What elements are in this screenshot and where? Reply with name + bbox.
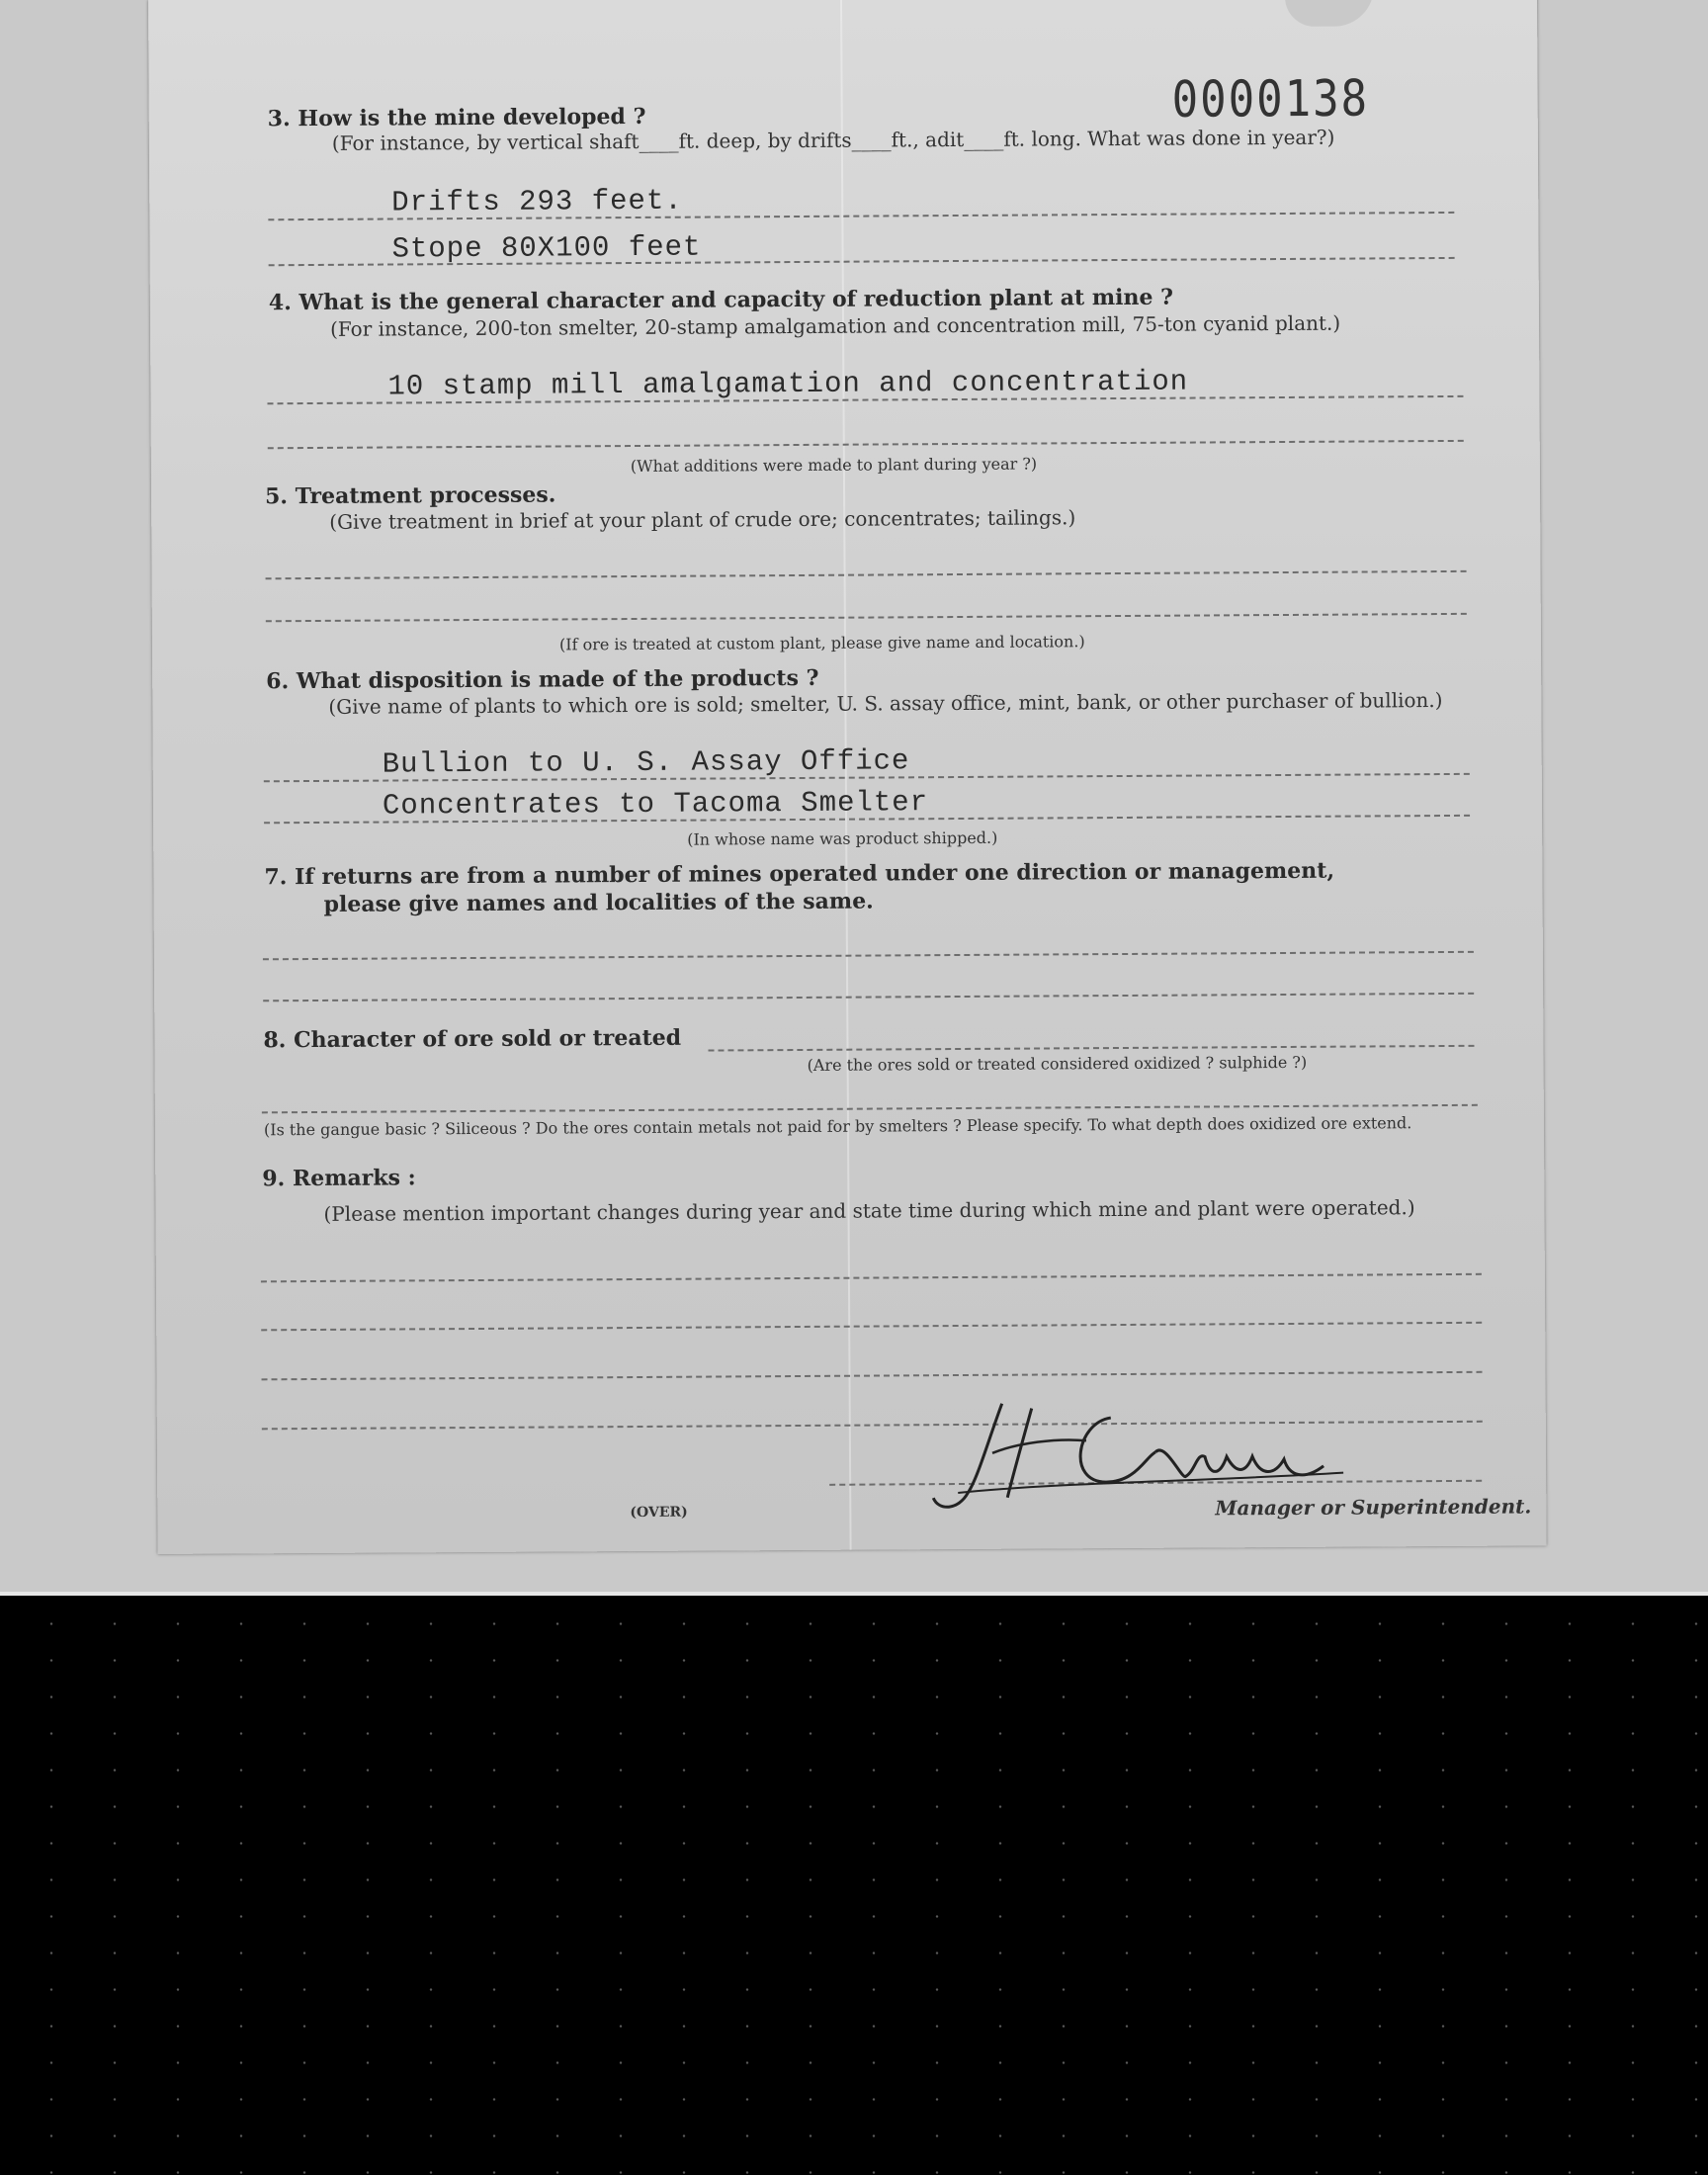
q5-heading: 5. Treatment processes. xyxy=(264,481,556,510)
q6-caption: (In whose name was product shipped.) xyxy=(687,827,998,849)
q5-answer-line-1 xyxy=(266,570,1467,579)
q3-note: (For instance, by vertical shaft____ft. deep, by drifts____ft., adit____ft. long. What was done in year?) xyxy=(331,125,1335,155)
q9-answer-line-1 xyxy=(261,1273,1482,1283)
q3-answer-2[interactable]: Stope 80X100 feet xyxy=(391,230,702,266)
q5-note: (Give treatment in brief at your plant of crude ore; concentrates; tailings.) xyxy=(329,505,1076,534)
q6-answer-1[interactable]: Bullion to U. S. Assay Office xyxy=(382,744,910,781)
q7-heading-line-2: please give names and localities of the same. xyxy=(323,888,874,917)
q4-note: (For instance, 200-ton smelter, 20-stamp amalgamation and concentration mill, 75-ton cyanid plant.) xyxy=(329,310,1341,341)
q3-heading: 3. How is the mine developed ? xyxy=(267,103,646,132)
q8-heading: 8. Character of ore sold or treated xyxy=(263,1024,682,1054)
torn-corner xyxy=(1285,0,1374,27)
q3-answer-1[interactable]: Drifts 293 feet. xyxy=(391,184,683,219)
q9-answer-line-2 xyxy=(261,1322,1482,1332)
q6-answer-2[interactable]: Concentrates to Tacoma Smelter xyxy=(382,786,929,823)
scanner-bed xyxy=(0,1596,1708,2175)
q7-answer-line-2 xyxy=(263,993,1474,1001)
q4-answer-line-2 xyxy=(268,440,1464,449)
q4-caption: (What additions were made to plant during year ?) xyxy=(630,454,1038,477)
q6-note: (Give name of plants to which ore is sold; smelter, U. S. assay office, mint, bank, or other purchaser of bullion.) xyxy=(328,688,1443,719)
q6-heading: 6. What disposition is made of the products ? xyxy=(266,664,819,695)
q9-answer-line-3 xyxy=(262,1371,1483,1381)
q4-answer[interactable]: 10 stamp mill amalgamation and concentration xyxy=(387,365,1189,403)
serial-number: 0000138 xyxy=(1171,69,1370,130)
q8-answer-line-2 xyxy=(262,1104,1478,1114)
q8-caption: (Are the ores sold or treated considered oxidized ? sulphide ?) xyxy=(807,1052,1308,1075)
q4-heading: 4. What is the general character and capacity of reduction plant at mine ? xyxy=(268,284,1174,316)
signer-title: Manager or Superintendent. xyxy=(1215,1494,1532,1521)
q5-answer-line-2 xyxy=(266,613,1467,622)
q9-heading: 9. Remarks : xyxy=(262,1165,416,1192)
over-label: (OVER) xyxy=(630,1504,688,1522)
q7-heading-line-1: 7. If returns are from a number of mines operated under one direction or management, xyxy=(264,857,1335,891)
q5-caption: (If ore is treated at custom plant, please give name and location.) xyxy=(558,632,1085,654)
q7-answer-line-1 xyxy=(263,951,1474,960)
q9-note: (Please mention important changes during year and state time during which mine and plant were operated.) xyxy=(323,1195,1415,1226)
form-page xyxy=(148,0,1547,1554)
q8-note: (Is the gangue basic ? Siliceous ? Do the ores contain metals not paid for by smelters ? Please specify. To what depth does oxidized ore extend. xyxy=(263,1113,1412,1140)
q8-answer-line xyxy=(708,1045,1474,1052)
